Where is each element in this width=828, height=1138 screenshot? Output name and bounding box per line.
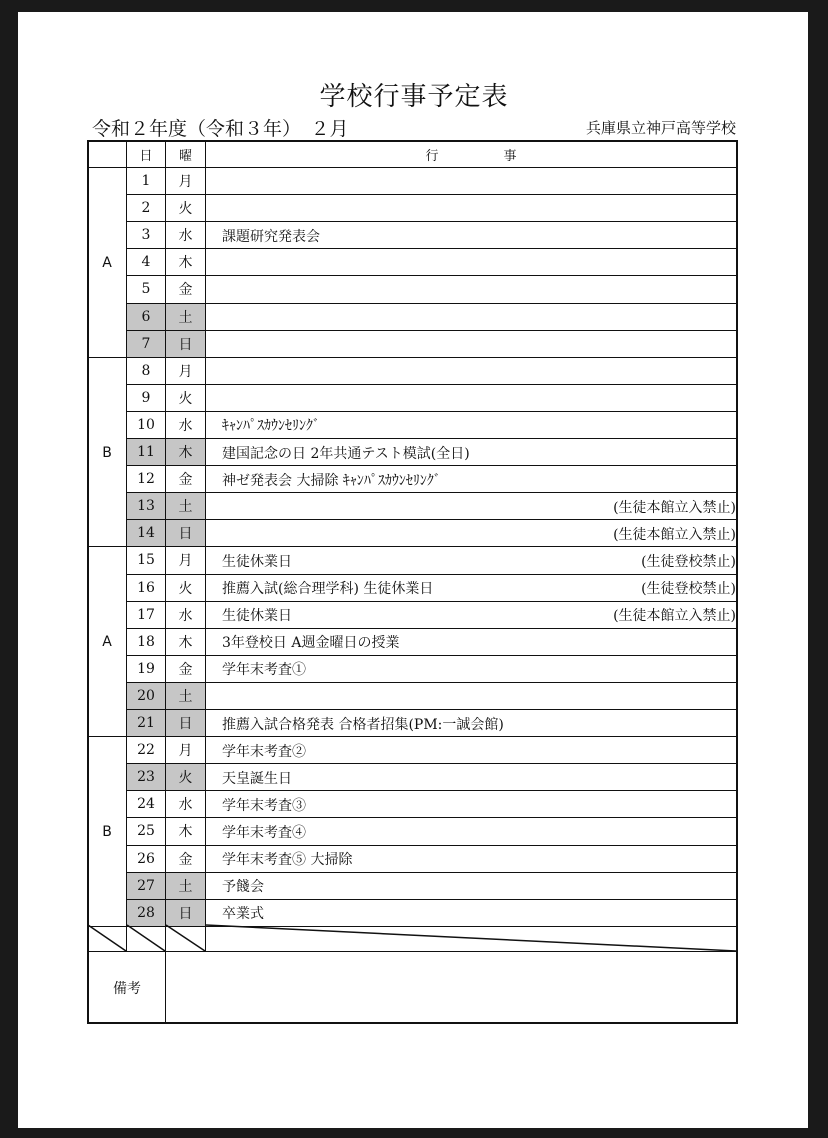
weekday-cell: 月 (178, 743, 193, 760)
weekday-cell: 月 (178, 363, 193, 380)
event-note: (生徒登校禁止) (641, 553, 736, 570)
day-cell: 6 (127, 304, 165, 330)
day-cell: 24 (137, 796, 155, 813)
weekday-cell: 木 (178, 634, 193, 651)
page-title: 学校行事予定表 (319, 82, 509, 112)
weekday-cell: 金 (178, 472, 193, 489)
day-cell: 12 (137, 471, 155, 488)
column-header-weekday: 曜 (178, 148, 192, 164)
day-cell: 2 (141, 200, 151, 217)
day-cell: 7 (127, 331, 165, 357)
weekday-cell: 水 (178, 797, 193, 814)
event-text: 生徒休業日 (222, 553, 292, 570)
event-note: (生徒本館立入禁止) (613, 526, 736, 543)
day-cell: 11 (127, 439, 165, 465)
day-cell: 14 (127, 520, 165, 546)
day-cell: 26 (137, 850, 155, 867)
event-text: 生徒休業日 (222, 608, 292, 625)
day-cell: 22 (137, 742, 155, 759)
weekday-cell: 火 (166, 764, 205, 790)
event-text: 学年末考査② (222, 743, 306, 760)
weekday-cell: 水 (178, 607, 193, 624)
event-text: 神ゼ発表会 大掃除 ｷｬﾝﾊﾟｽｶｳﾝｾﾘﾝｸﾞ (222, 472, 441, 489)
week-label: A (102, 254, 112, 271)
day-cell: 28 (127, 900, 165, 926)
week-label: B (102, 823, 112, 840)
day-cell: 1 (141, 173, 151, 190)
weekday-cell: 木 (178, 824, 193, 841)
day-cell: 15 (137, 552, 155, 569)
weekday-cell: 日 (166, 331, 205, 357)
weekday-cell: 土 (166, 683, 205, 709)
remarks-label: 備考 (113, 980, 141, 997)
event-note: (生徒登校禁止) (641, 581, 736, 598)
event-text: 学年末考査① (222, 662, 306, 679)
fiscal-year-month: 令和２年度（令和３年） ２月 (92, 118, 349, 140)
weekday-cell: 金 (178, 851, 193, 868)
day-cell: 18 (137, 633, 155, 650)
diagonal-line (166, 925, 205, 951)
weekday-cell: 木 (166, 439, 205, 465)
diagonal-line (127, 925, 165, 951)
day-cell: 25 (137, 823, 155, 840)
school-name: 兵庫県立神戸高等学校 (585, 119, 736, 137)
day-cell: 3 (141, 227, 151, 244)
weekday-cell: 日 (166, 520, 205, 546)
day-cell: 5 (141, 281, 151, 298)
weekday-cell: 月 (178, 174, 193, 191)
day-cell: 4 (141, 254, 151, 271)
event-text: 卒業式 (222, 906, 264, 923)
column-header-event: 行 事 (425, 148, 517, 164)
day-cell: 19 (137, 660, 155, 677)
weekday-cell: 土 (166, 873, 205, 899)
diagonal-line (88, 925, 126, 951)
weekday-cell: 水 (178, 228, 193, 245)
day-cell: 10 (137, 416, 155, 433)
weekday-cell: 土 (166, 304, 205, 330)
event-text: ｷｬﾝﾊﾟｽｶｳﾝｾﾘﾝｸﾞ (222, 418, 320, 435)
day-cell: 21 (127, 710, 165, 736)
weekday-cell: 金 (178, 282, 193, 299)
day-cell: 20 (127, 683, 165, 709)
event-text: 天皇誕生日 (222, 770, 292, 787)
weekday-cell: 金 (178, 661, 193, 678)
week-label: B (102, 444, 112, 461)
day-cell: 27 (127, 873, 165, 899)
day-cell: 13 (127, 493, 165, 519)
day-cell: 9 (141, 389, 151, 406)
weekday-cell: 火 (178, 201, 193, 218)
weekday-cell: 日 (166, 710, 205, 736)
column-header-day: 日 (139, 148, 153, 164)
diagonal-line (206, 925, 736, 951)
day-cell: 17 (137, 606, 155, 623)
event-text: 学年末考査③ (222, 797, 306, 814)
event-text: 推薦入試合格発表 合格者招集(PM:一誠会館) (222, 716, 504, 733)
event-text: 予餞会 (222, 879, 264, 896)
weekday-cell: 土 (166, 493, 205, 519)
weekday-cell: 月 (178, 553, 193, 570)
event-note: (生徒本館立入禁止) (613, 608, 736, 625)
weekday-cell: 火 (178, 580, 193, 597)
event-text: 3年登校日 A週金曜日の授業 (222, 635, 400, 652)
day-cell: 16 (137, 579, 155, 596)
day-cell: 8 (141, 362, 151, 379)
event-text: 推薦入試(総合理学科) 生徒休業日 (222, 581, 434, 598)
day-cell: 23 (127, 764, 165, 790)
weekday-cell: 水 (178, 417, 193, 434)
weekday-cell: 日 (166, 900, 205, 926)
week-label: A (102, 634, 112, 651)
event-text: 課題研究発表会 (222, 228, 320, 245)
event-text: 建国記念の日 2年共通テスト模試(全日) (222, 445, 470, 462)
weekday-cell: 木 (178, 255, 193, 272)
event-text: 学年末考査④ (222, 824, 306, 841)
weekday-cell: 火 (178, 390, 193, 407)
event-text: 学年末考査⑤ 大掃除 (222, 852, 353, 869)
event-note: (生徒本館立入禁止) (613, 499, 736, 516)
